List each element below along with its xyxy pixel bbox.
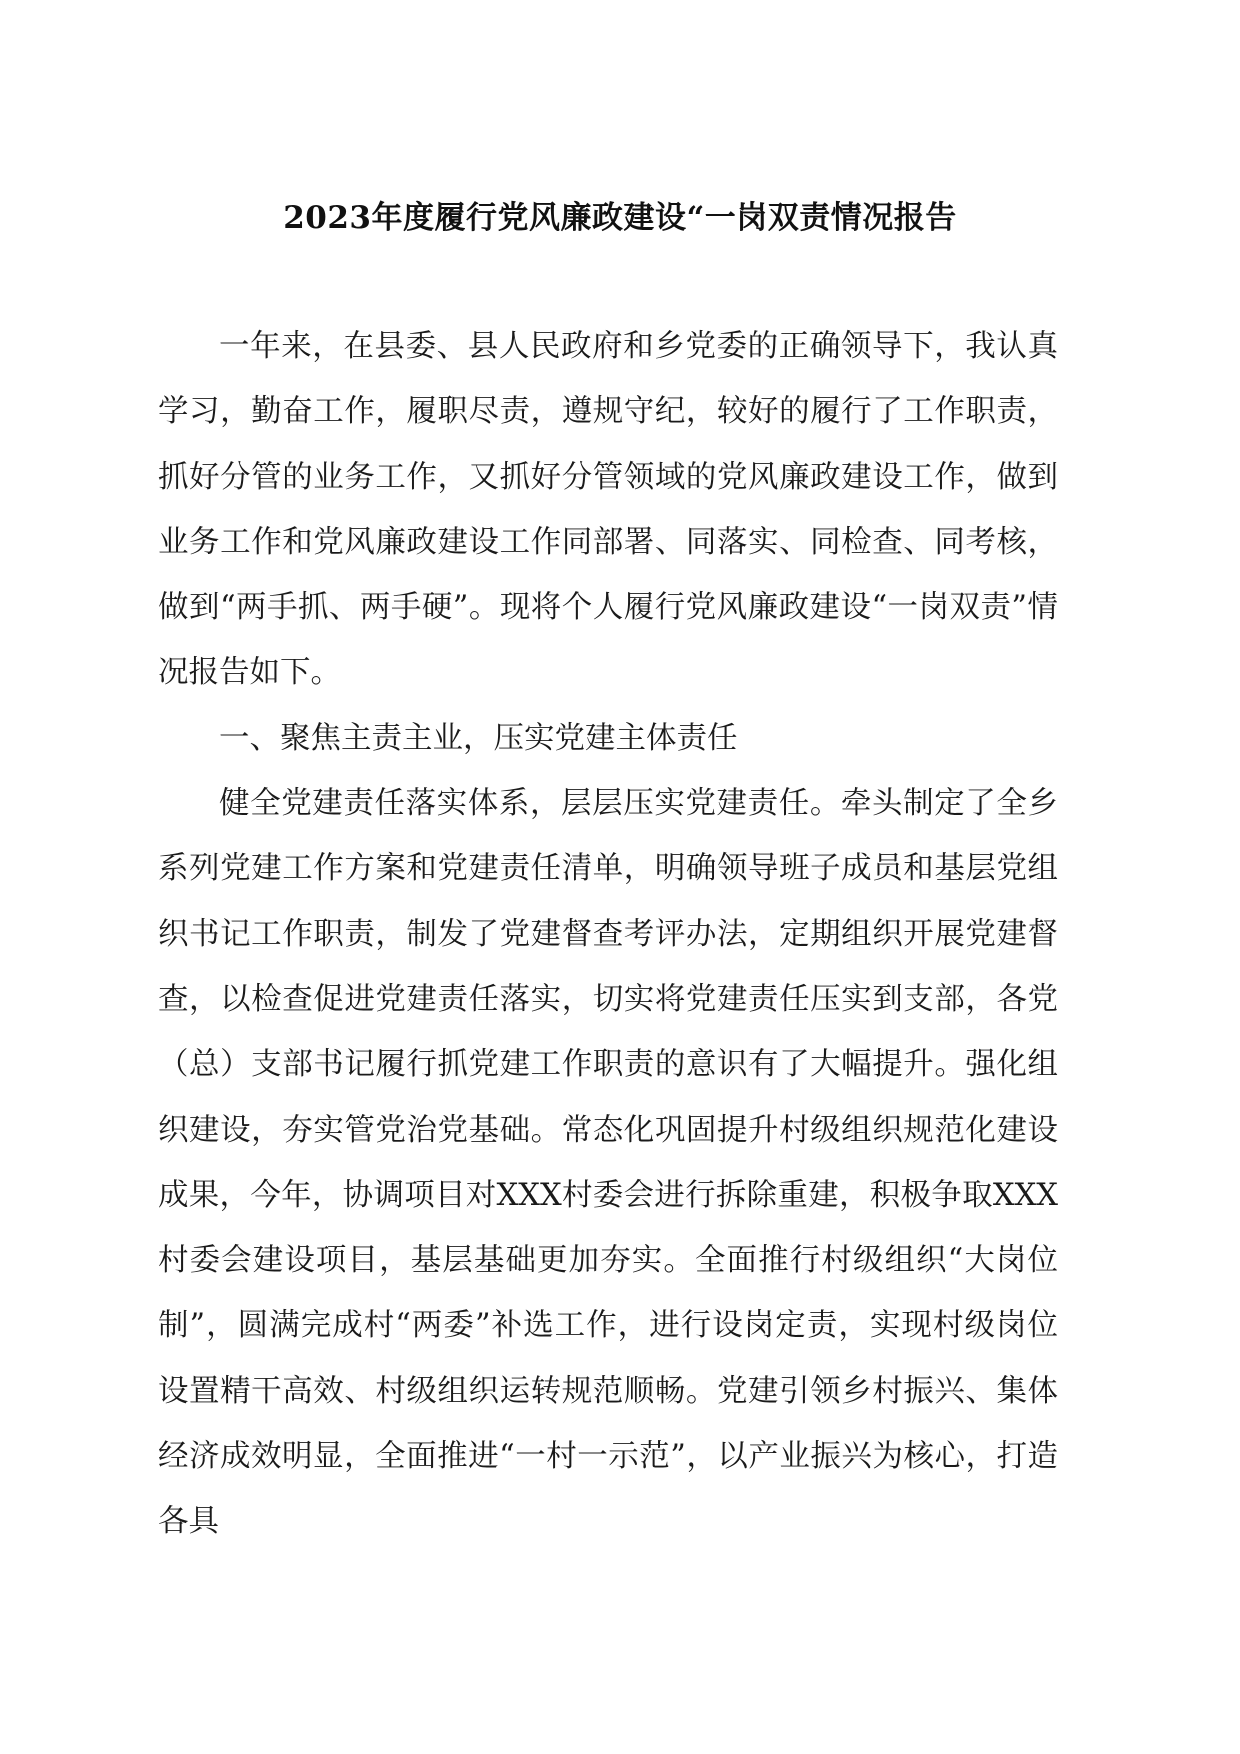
document-title: 2023年度履行党风廉政建设“一岗双责情况报告 <box>283 200 957 236</box>
section-1-paragraph: 健全党建责任落实体系，层层压实党建责任。牵头制定了全乡系列党建工作方案和党建责任清单，明确领导班子成员和基层党组织书记工作职责，制发了党建督查考评办法，定期组织开展党建督查，以检查促进党建责任落实，切实将党建责任压实到支部，各党（总）支部书记履行抓党建工作职责的意识有了大幅提升。强化组织建设，夯实管党治党基础。常态化巩固提升村级组织规范化建设成果，今年，协调项目对XXX村委会进行拆除重建，积极争取XXX村委会建设项目，基层基础更加夯实。全面推行村级组织“大岗位制”，圆满完成村“两委”补选工作，进行设岗定责，实现村级岗位设置精干高效、村级组织运转规范顺畅。党建引领乡村振兴、集体经济成效明显，全面推进“一村一示范”，以产业振兴为核心，打造各具 <box>158 786 1058 1540</box>
section-heading-1: 一、聚焦主责主业，压实党建主体责任 <box>219 720 738 756</box>
document-body <box>158 314 1058 1555</box>
intro-paragraph: 一年来，在县委、县人民政府和乡党委的正确领导下，我认真学习，勤奋工作，履职尽责，遵规守纪，较好的履行了工作职责，抓好分管的业务工作，又抓好分管领域的党风廉政建设工作，做到业务工作和党风廉政建设工作同部署、同落实、同检查、同考核，做到“两手抓、两手硬”。现将个人履行党风廉政建设“一岗双责”情况报告如下。 <box>158 329 1058 691</box>
